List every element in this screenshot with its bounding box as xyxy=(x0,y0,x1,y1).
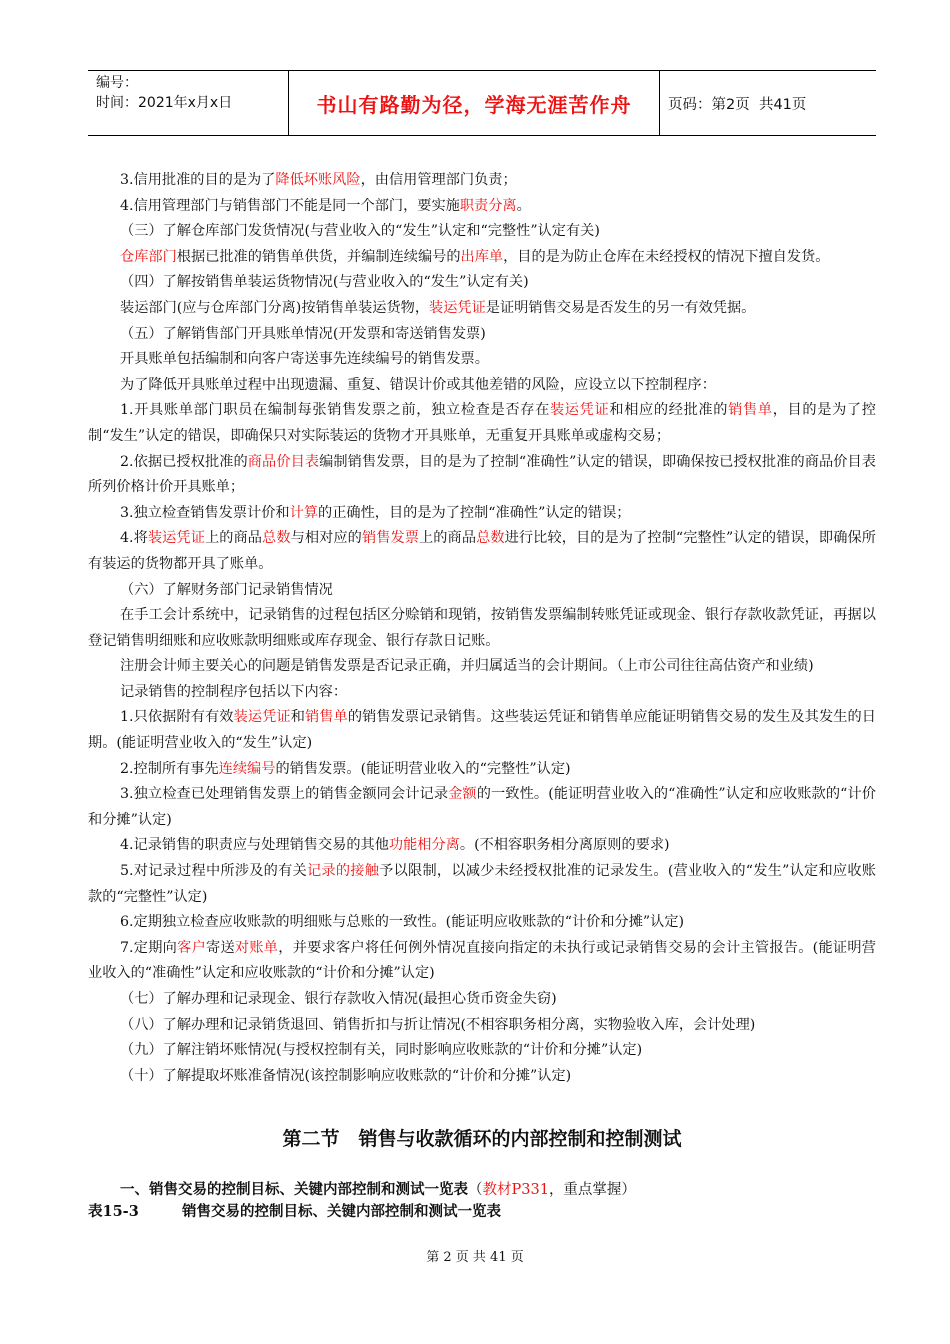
text-run: 。(不相容职务相分离原则的要求) xyxy=(459,837,670,854)
paragraph xyxy=(88,398,876,449)
text-run: 开具账单包括编制和向客户寄送事先连续编号的销售发票。 xyxy=(120,351,489,368)
text-run: 为了降低开具账单过程中出现遗漏、重复、错误计价或其他差错的风险，应设立以下控制程序： xyxy=(120,376,716,393)
paragraph xyxy=(88,501,876,527)
highlighted-term: 总数 xyxy=(476,530,505,547)
paragraph xyxy=(88,296,876,322)
paragraph xyxy=(88,680,876,706)
paragraph xyxy=(88,322,876,348)
highlighted-term: 连续编号 xyxy=(218,760,276,777)
textbook-reference: 教材P331 xyxy=(482,1182,549,1198)
highlighted-term: 装运凭证 xyxy=(233,709,291,726)
paragraph xyxy=(88,450,876,501)
text-run: 2.控制所有事先 xyxy=(120,760,219,777)
text-run: 的正确性，目的是为了控制“准确性”认定的错误； xyxy=(318,504,631,521)
text-run: （三）了解仓库部门发货情况(与营业收入的“发生”认定和“完整性”认定有关) xyxy=(120,223,600,240)
paragraph xyxy=(88,910,876,936)
highlighted-term: 装运凭证 xyxy=(549,402,610,419)
paragraph xyxy=(88,245,876,271)
text-run: （六）了解财务部门记录销售情况 xyxy=(120,581,333,598)
text-run: 4.将 xyxy=(120,530,148,547)
text-run: 寄送 xyxy=(206,939,235,956)
subheading-text: 一、销售交易的控制目标、关键内部控制和测试一览表 xyxy=(120,1181,468,1198)
text-run: 进行比较，目的是为了控制“完整性”认定的错误，即确保所有装运的货物都开具了账单。 xyxy=(88,530,876,572)
subheading-note: ，重点掌握） xyxy=(548,1182,636,1198)
text-run: 是证明销售交易是否发生的另一有效凭据。 xyxy=(485,299,756,316)
table-caption xyxy=(88,1200,501,1221)
paragraph xyxy=(88,194,876,220)
text-run: 的一致性。(能证明营业收入的“准确性”认定和应收账款的“计价和分摊”认定) xyxy=(88,786,876,828)
page-footer: 第 2 页 共 41 页 xyxy=(426,1250,524,1265)
paragraph xyxy=(88,987,876,1013)
paragraph xyxy=(88,757,876,783)
text-run: 予以限制，以减少未经授权批准的记录发生。(营业收入的“发生”认定和应收账款的“完整性”认定) xyxy=(88,863,876,905)
highlighted-term: 装运凭证 xyxy=(147,530,205,547)
text-run: 装运部门(应与仓库部门分离)按销售单装运货物， xyxy=(120,299,430,316)
text-run: 4.信用管理部门与销售部门不能是同一个部门，要实施 xyxy=(120,197,460,214)
text-run: 上的商品 xyxy=(419,530,477,547)
text-run: 3.独立检查已处理销售发票上的销售金额同会计记录 xyxy=(120,786,449,803)
subheading xyxy=(120,1178,636,1199)
text-run: 。 xyxy=(516,197,531,214)
text-run: （九）了解注销坏账情况(与授权控制有关，同时影响应收账款的“计价和分摊”认定) xyxy=(120,1042,643,1059)
paragraph xyxy=(88,1064,876,1090)
text-run: 1.只依据附有有效 xyxy=(120,709,234,726)
paragraph xyxy=(88,219,876,245)
text-run: 根据已批准的销售单供货，并编制连续编号的 xyxy=(176,248,461,265)
text-run: 记录销售的控制程序包括以下内容： xyxy=(120,683,348,700)
highlighted-term: 计算 xyxy=(289,504,318,521)
paragraph xyxy=(88,833,876,859)
text-run: 2.依据已授权批准的 xyxy=(120,453,248,470)
text-run: ，由信用管理部门负责； xyxy=(360,172,517,188)
paragraph xyxy=(88,168,876,194)
paragraph xyxy=(88,270,876,296)
paragraph xyxy=(88,705,876,756)
paragraph xyxy=(88,654,876,680)
text-run: 6.定期独立检查应收账款的明细账与总账的一致性。(能证明应收账款的“计价和分摊”认定) xyxy=(120,914,685,931)
paragraph xyxy=(88,782,876,833)
header-page-label: 页码：第2页 共41页 xyxy=(668,96,807,113)
text-run: （五）了解销售部门开具账单情况(开发票和寄送销售发票) xyxy=(120,325,486,342)
highlighted-term: 销售单 xyxy=(728,402,773,419)
highlighted-term: 装运凭证 xyxy=(429,299,486,316)
highlighted-term: 销售发票 xyxy=(361,530,420,547)
highlighted-term: 金额 xyxy=(448,786,477,803)
paragraph xyxy=(88,373,876,399)
table-caption-text: 销售交易的控制目标、关键内部控制和测试一览表 xyxy=(182,1203,501,1220)
paragraph xyxy=(88,347,876,373)
text-run: 3.信用批准的目的是为了 xyxy=(120,172,276,188)
text-run: 1.开具账单部门职员在编制每张销售发票之前，独立检查是否存在 xyxy=(120,402,550,419)
paragraph xyxy=(88,936,876,987)
text-run: 的销售发票。(能证明营业收入的“完整性”认定) xyxy=(275,760,571,777)
paragraph xyxy=(88,859,876,910)
section-title: 第二节 销售与收款循环的内部控制和控制测试 xyxy=(282,1128,682,1150)
document-time-label: 时间：2021年x月x日 xyxy=(96,95,233,111)
paragraph xyxy=(88,1013,876,1039)
paragraph xyxy=(88,603,876,654)
header-motto: 书山有路勤为径，学海无涯苦作舟 xyxy=(288,71,660,135)
text-run: 编制销售发票，目的是为了控制“准确性”认定的错误，即确保按已授权批准的商品价目表所列价格计价开具账单； xyxy=(88,453,876,496)
text-run: ，目的是为了控制“发生”认定的错误，即确保只对实际装运的货物才开具账单，无重复开具账单或虚构交易； xyxy=(88,402,876,444)
highlighted-term: 客户 xyxy=(177,939,207,956)
text-run: 5.对记录过程中所涉及的有关 xyxy=(120,863,307,880)
page-header xyxy=(88,70,876,136)
header-meta xyxy=(96,73,286,113)
subheading-paren: （ xyxy=(468,1182,483,1198)
highlighted-term: 总数 xyxy=(262,530,291,547)
paragraph xyxy=(88,526,876,577)
text-run: 和相应的经批准的 xyxy=(609,402,729,419)
highlighted-term: 职责分离 xyxy=(459,197,517,214)
highlighted-term: 对账单 xyxy=(234,939,279,956)
highlighted-term: 功能相分离 xyxy=(388,837,460,854)
table-number: 表15-3 xyxy=(88,1203,139,1220)
text-run: （四）了解按销售单装运货物情况(与营业收入的“发生”认定有关) xyxy=(120,274,529,291)
paragraph xyxy=(88,578,876,604)
text-run: 7.定期向 xyxy=(120,939,178,956)
header-page-info xyxy=(668,71,806,135)
text-run: 注册会计师主要关心的问题是销售发票是否记录正确，并归属适当的会计期间。（上市公司往往高估资产和业绩) xyxy=(120,658,814,675)
text-run: 与相对应的 xyxy=(290,530,362,547)
highlighted-term: 商品价目表 xyxy=(247,453,320,470)
text-run: 4.记录销售的职责应与处理销售交易的其他 xyxy=(120,837,389,854)
text-run: 在手工会计系统中，记录销售的过程包括区分赊销和现销，按销售发票编制转账凭证或现金、银行存款收款凭证，再据以登记销售明细账和应收账款明细账或库存现金、银行存款日记账。 xyxy=(88,607,876,649)
highlighted-term: 销售单 xyxy=(304,709,348,726)
text-run: 和 xyxy=(290,709,305,726)
highlighted-term: 仓库部门 xyxy=(120,248,177,265)
text-run: ，并要求客户将任何例外情况直接向指定的未执行或记录销售交易的会计主管报告。(能证明营业收入的“准确性”认定和应收账款的“计价和分摊”认定) xyxy=(88,939,876,982)
text-run: （八）了解办理和记录销货退回、销售折扣与折让情况(不相容职务相分离，实物验收入库，会计处理) xyxy=(120,1016,756,1033)
text-run: 3.独立检查销售发票计价和 xyxy=(120,504,290,521)
text-run: ，目的是为防止仓库在未经授权的情况下擅自发货。 xyxy=(503,248,830,265)
highlighted-term: 记录的接触 xyxy=(306,863,380,880)
text-run: （七）了解办理和记录现金、银行存款收入情况(最担心货币资金失窃) xyxy=(120,991,557,1007)
text-run: 上的商品 xyxy=(204,530,263,547)
text-run: （十）了解提取坏账准备情况(该控制影响应收账款的“计价和分摊”认定) xyxy=(120,1067,572,1084)
paragraph xyxy=(88,1038,876,1064)
text-run: 的销售发票记录销售。这些装运凭证和销售单应能证明销售交易的发生及其发生的日期。(能证明营业收入的“发生”认定) xyxy=(88,709,876,752)
highlighted-term: 出库单 xyxy=(460,248,504,265)
highlighted-term: 降低坏账风险 xyxy=(275,172,361,188)
body-text xyxy=(88,168,876,1089)
document-number-label: 编号： xyxy=(96,75,138,91)
